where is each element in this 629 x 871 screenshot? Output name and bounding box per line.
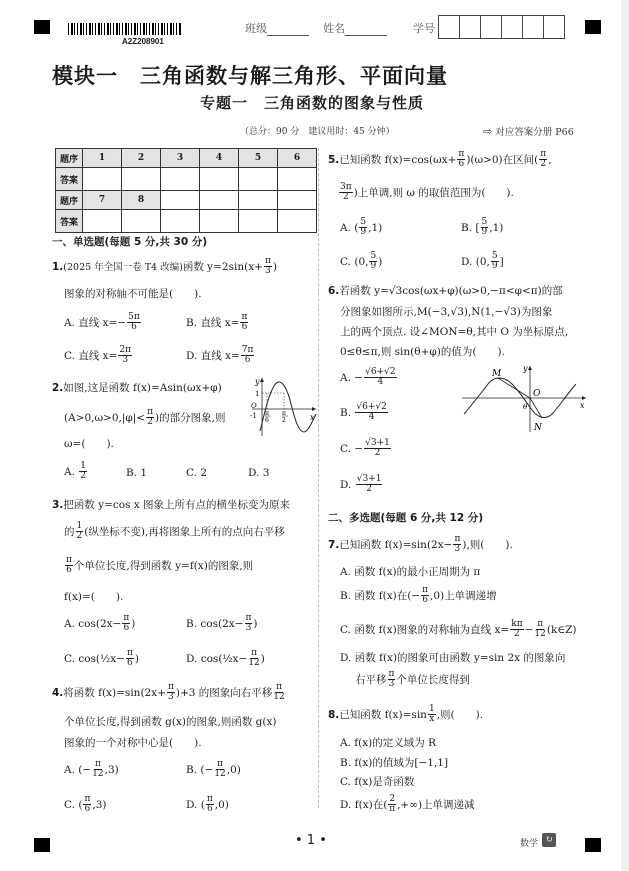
question-4-stem: 4.将函数 f(x)=sin(2x+ $\frac{\pi}{3}$ )+3 的图象向右平移 $\frac{\pi}{12}$ [52, 682, 285, 703]
tick-neg1: -1 [250, 412, 257, 420]
section-single-choice: 一、单选题(每题 5 分,共 30 分) [52, 236, 208, 248]
barcode-number: A2Z208901 [122, 37, 164, 46]
registration-mark-top-right [585, 20, 601, 34]
score-time-info: （总分：90 分 建议用时：45 分钟） [240, 127, 395, 137]
question-5-option-b[interactable]: B. [ $\frac{5}{9}$ ,1) [461, 217, 504, 238]
question-1-option-c[interactable]: C. 直线 x= $\frac{2\pi}{3}$ [64, 345, 132, 366]
answer-cell[interactable] [122, 210, 161, 233]
page-number: • 1 • [295, 833, 327, 848]
question-2-option-d[interactable]: D. 3 [248, 467, 270, 479]
name-label: 姓名 [323, 22, 345, 35]
question-5-stem: 5.已知函数 f(x)=cos(ωx+ $\frac{\pi}{6}$ )(ω>0)在区间( $\frac{\pi}{2}$ , [328, 149, 552, 170]
index-cell: 4 [200, 149, 239, 168]
question-2-stem: 2.如图,这是函数 f(x)=Asin(ωx+φ) [52, 382, 222, 394]
y-axis-arrow-icon [260, 378, 264, 382]
question-3-stem: 3.把函数 y=cos x 图象上所有点的横坐标变为原来 [52, 499, 291, 511]
index-cell: 3 [161, 149, 200, 168]
scrollbar[interactable] [621, 0, 629, 871]
x-tick-pi-2-num: π [282, 410, 286, 417]
segment-on [530, 398, 542, 418]
x-tick-pi-6-den: 6 [265, 417, 269, 424]
answer-cell[interactable] [161, 210, 200, 233]
class-field[interactable] [245, 20, 309, 36]
name-field[interactable] [323, 20, 387, 36]
question-3-option-d[interactable]: D. cos(½x− $\frac{\pi}{12}$ ) [186, 648, 265, 669]
question-2-option-b[interactable]: B. 1 [126, 467, 148, 479]
point-n-label: N [534, 423, 542, 433]
index-cell [161, 191, 200, 210]
question-6-option-c[interactable]: C. − $\frac{√3+1}{2}$ [340, 438, 390, 459]
answer-cell[interactable] [239, 210, 278, 233]
index-cell [239, 191, 278, 210]
question-2-graph [250, 376, 318, 438]
question-8-option-a[interactable]: A. f(x)的定义域为 R [340, 737, 437, 749]
point-m-label: M [492, 369, 502, 379]
answer-cell[interactable] [278, 168, 317, 191]
question-7-option-b[interactable]: B. 函数 f(x)在(− $\frac{\pi}{6}$ ,0)上单调递增 [340, 585, 497, 606]
index-cell: 5 [239, 149, 278, 168]
question-4-option-c[interactable]: C. ( $\frac{\pi}{6}$ ,3) [64, 794, 107, 815]
question-4-stem-2: 个单位长度,得到函数 g(x)的图象,则函数 g(x) [64, 716, 277, 728]
x-axis-arrow-icon [582, 396, 586, 400]
question-4-option-b[interactable]: B. (− $\frac{\pi}{12}$ ,0) [186, 759, 241, 780]
answer-reference [483, 124, 574, 138]
x-label: x [580, 401, 585, 410]
x-tick-pi-2-den: 2 [282, 417, 286, 424]
question-2-stem-3: ω=( ). [64, 438, 114, 450]
question-6-stem-2: 分图象如图所示,M(−3,√3),N(1,−√3)为图象 [340, 306, 553, 318]
index-cell: 7 [83, 191, 122, 210]
question-8-stem: 8.已知函数 f(x)=sin $\frac{1}{x}$ ,则( ). [328, 704, 484, 725]
origin-label: O [533, 389, 541, 399]
answer-table [55, 148, 317, 233]
index-label: 题序 [56, 191, 83, 210]
question-6-graph [460, 362, 590, 434]
answer-cell[interactable] [200, 168, 239, 191]
question-3-option-c[interactable]: C. cos(½x− $\frac{\pi}{6}$ ) [64, 648, 139, 669]
index-cell [278, 191, 317, 210]
id-box[interactable] [523, 16, 544, 38]
question-3-stem-2: 的 $\frac{1}{2}$ (纵坐标不变),再将图象上所有的点向右平移 [64, 521, 285, 542]
column-divider [318, 148, 319, 808]
angle-theta-label: θ [523, 403, 528, 411]
question-6-option-d[interactable]: D. $\frac{√3+1}{2}$ [340, 474, 382, 495]
index-cell: 1 [83, 149, 122, 168]
y-axis-arrow-icon [528, 366, 532, 370]
topic-title: 专题一 三角函数的图象与性质 [200, 94, 425, 112]
answer-cell[interactable] [83, 210, 122, 233]
id-box[interactable] [544, 16, 564, 38]
question-4-stem-3: 图象的一个对称中心是( ). [64, 737, 202, 749]
arrow-right-icon: ⇨ [483, 125, 493, 138]
registration-mark-bottom-left [34, 838, 50, 852]
question-5-option-c[interactable]: C. (0, $\frac{5}{9}$ ) [340, 251, 383, 272]
question-6-option-a[interactable]: A. − $\frac{√6+√2}{4}$ [340, 367, 396, 388]
question-6-stem-3: 上的两个顶点. 设∠MON=θ,其中 O 为坐标原点, [340, 326, 569, 338]
question-3-stem-4: f(x)=( ). [64, 591, 124, 603]
question-3-option-a[interactable]: A. cos(2x− $\frac{\pi}{6}$ ) [64, 613, 136, 634]
question-7-stem: 7.已知函数 f(x)=sin(2x− $\frac{\pi}{3}$ ),则( ). [328, 534, 513, 555]
question-7-option-a[interactable]: A. 函数 f(x)的最小正周期为 π [340, 566, 481, 578]
question-7-option-d-2: 右平移 $\frac{\pi}{3}$ 个单位长度得到 [355, 669, 470, 690]
question-6-option-b[interactable]: B. $\frac{√6+√2}{4}$ [340, 402, 387, 423]
question-1-option-b[interactable]: B. 直线 x= $\frac{\pi}{6}$ [186, 312, 248, 333]
question-1-stem: 1.(2025 年全国一卷 T4 改编)函数 y=2sin(x+ $\frac{\pi}{3}$ ) [52, 256, 277, 277]
answer-cell[interactable] [83, 168, 122, 191]
question-6-stem-4: 0≤θ≤π,则 sin(θ+φ)的值为( ). [340, 346, 505, 358]
question-2-stem-2: (A>0,ω>0,|φ|< $\frac{\pi}{2}$ )的部分图象,则 [64, 407, 226, 428]
index-cell: 6 [278, 149, 317, 168]
publisher-logo-icon: ↻ [542, 833, 556, 847]
question-5-stem-2: $\frac{3\pi}{2}$ )上单调,则 ω 的取值范围为( ). [340, 182, 514, 203]
sine-curve [260, 382, 316, 432]
registration-mark-top-left [34, 20, 50, 34]
id-box[interactable] [460, 16, 481, 38]
answer-cell[interactable] [278, 210, 317, 233]
question-1-option-d[interactable]: D. 直线 x= $\frac{7\pi}{6}$ [186, 345, 254, 366]
question-2-option-c[interactable]: C. 2 [186, 467, 208, 479]
question-6-stem: 6.若函数 y=√3cos(ωx+φ)(ω>0,−π<φ<π)的部 [328, 285, 563, 297]
question-2-option-a[interactable]: A. $\frac{1}{2}$ [64, 461, 86, 482]
tick-1: 1 [255, 390, 260, 398]
question-8-option-c[interactable]: C. f(x)是奇函数 [340, 776, 415, 788]
question-8-option-d[interactable]: D. f(x)在( $\frac{2}{\pi}$ ,+∞)上单调递减 [340, 794, 475, 815]
id-box[interactable] [439, 16, 460, 38]
class-label: 班级 [245, 22, 267, 35]
x-axis-arrow-icon [312, 407, 316, 411]
question-1-option-a[interactable]: A. 直线 x=− $\frac{5\pi}{6}$ [64, 312, 140, 333]
question-5-option-a[interactable]: A. ( $\frac{5}{9}$ ,1) [340, 217, 383, 238]
origin-label: O [251, 402, 257, 410]
question-3-stem-3: $\frac{\pi}{6}$ 个单位长度,得到函数 y=f(x)的图象,则 [66, 555, 254, 576]
segment-om [498, 378, 530, 398]
index-cell: 8 [122, 191, 161, 210]
index-cell [200, 191, 239, 210]
question-7-option-c[interactable]: C. 函数 f(x)图象的对称轴为直线 x= $\frac{k\pi}{2}$ − $\frac{\pi}{12}$ (k∈Z) [340, 619, 577, 640]
id-box[interactable] [502, 16, 523, 38]
barcode [68, 23, 182, 35]
student-id-label: 学号 [413, 22, 435, 35]
question-1-stem-2: 图象的对称轴不可能是( ). [64, 288, 202, 300]
student-id-boxes[interactable] [438, 15, 565, 39]
answer-label: 答案 [56, 168, 83, 191]
answer-label: 答案 [56, 210, 83, 233]
question-4-option-d[interactable]: D. ( $\frac{\pi}{6}$ ,0) [186, 794, 229, 815]
x-label: x [310, 413, 315, 422]
index-label: 题序 [56, 149, 83, 168]
id-box[interactable] [481, 16, 502, 38]
y-label: y [255, 377, 260, 386]
registration-mark-bottom-right [585, 838, 601, 852]
question-7-option-d[interactable]: D. 函数 f(x)的图象可由函数 y=sin 2x 的图象向 [340, 652, 566, 664]
answer-cell[interactable] [239, 168, 278, 191]
answer-cell[interactable] [200, 210, 239, 233]
question-4-option-a[interactable]: A. (− $\frac{\pi}{12}$ ,3) [64, 759, 119, 780]
answer-cell[interactable] [161, 168, 200, 191]
section-multiple-choice: 二、多选题(每题 6 分,共 12 分) [328, 512, 484, 524]
index-cell: 2 [122, 149, 161, 168]
question-3-option-b[interactable]: B. cos(2x− $\frac{\pi}{3}$ ) [186, 613, 258, 634]
answer-reference-text: 对应答案分册 P66 [495, 127, 574, 138]
y-label: y [523, 364, 528, 373]
x-tick-pi-6-num: π [265, 410, 269, 417]
answer-cell[interactable] [122, 168, 161, 191]
question-5-option-d[interactable]: D. (0, $\frac{5}{9}$ ] [461, 251, 504, 272]
subject-label: 数学 [520, 839, 539, 849]
question-8-option-b[interactable]: B. f(x)的值域为[−1,1] [340, 757, 449, 769]
module-title: 模块一 三角函数与解三角形、平面向量 [52, 64, 448, 88]
